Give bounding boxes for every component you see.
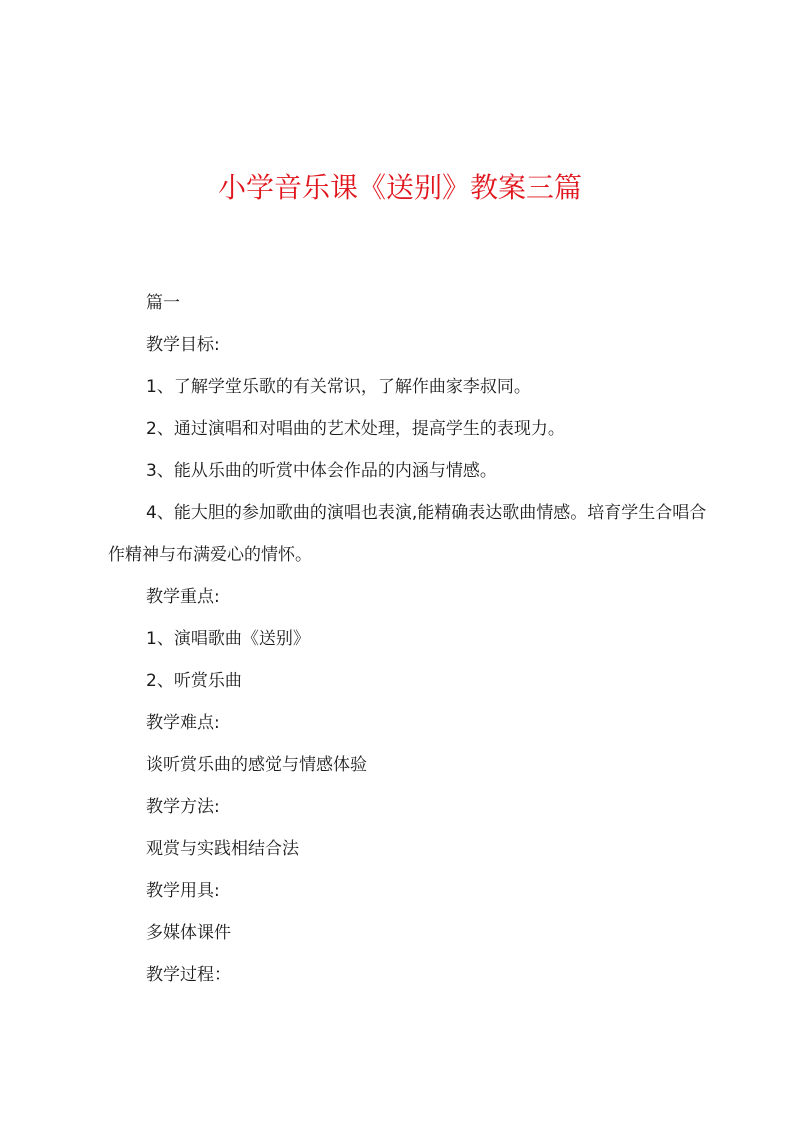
objective-item: 4、能大胆的参加歌曲的演唱也表演,能精确表达歌曲情感。培育学生合唱合作精神与布满爱心的情怀。 [108, 503, 707, 565]
key-points-heading: 教学重点: [146, 587, 220, 607]
section-heading: 篇一 [146, 293, 180, 313]
difficulty-item: 谈听赏乐曲的感觉与情感体验 [146, 755, 367, 775]
method-item: 观赏与实践相结合法 [146, 839, 299, 859]
objective-item: 3、能从乐曲的听赏中体会作品的内涵与情感。 [146, 461, 497, 481]
document-title: 小学音乐课《送别》教案三篇 [217, 171, 582, 204]
objective-item: 2、通过演唱和对唱曲的艺术处理，提高学生的表现力。 [146, 419, 565, 439]
tools-heading: 教学用具: [146, 881, 220, 901]
tools-item: 多媒体课件 [146, 923, 231, 943]
key-point-item: 1、演唱歌曲《送别》 [146, 629, 310, 649]
objectives-heading: 教学目标: [146, 335, 220, 355]
objective-item: 1、了解学堂乐歌的有关常识，了解作曲家李叔同。 [146, 377, 531, 397]
key-point-item: 2、听赏乐曲 [146, 671, 242, 691]
process-heading: 教学过程： [146, 965, 231, 985]
document-body [108, 282, 708, 996]
method-heading: 教学方法: [146, 797, 220, 817]
difficulty-heading: 教学难点: [146, 713, 220, 733]
